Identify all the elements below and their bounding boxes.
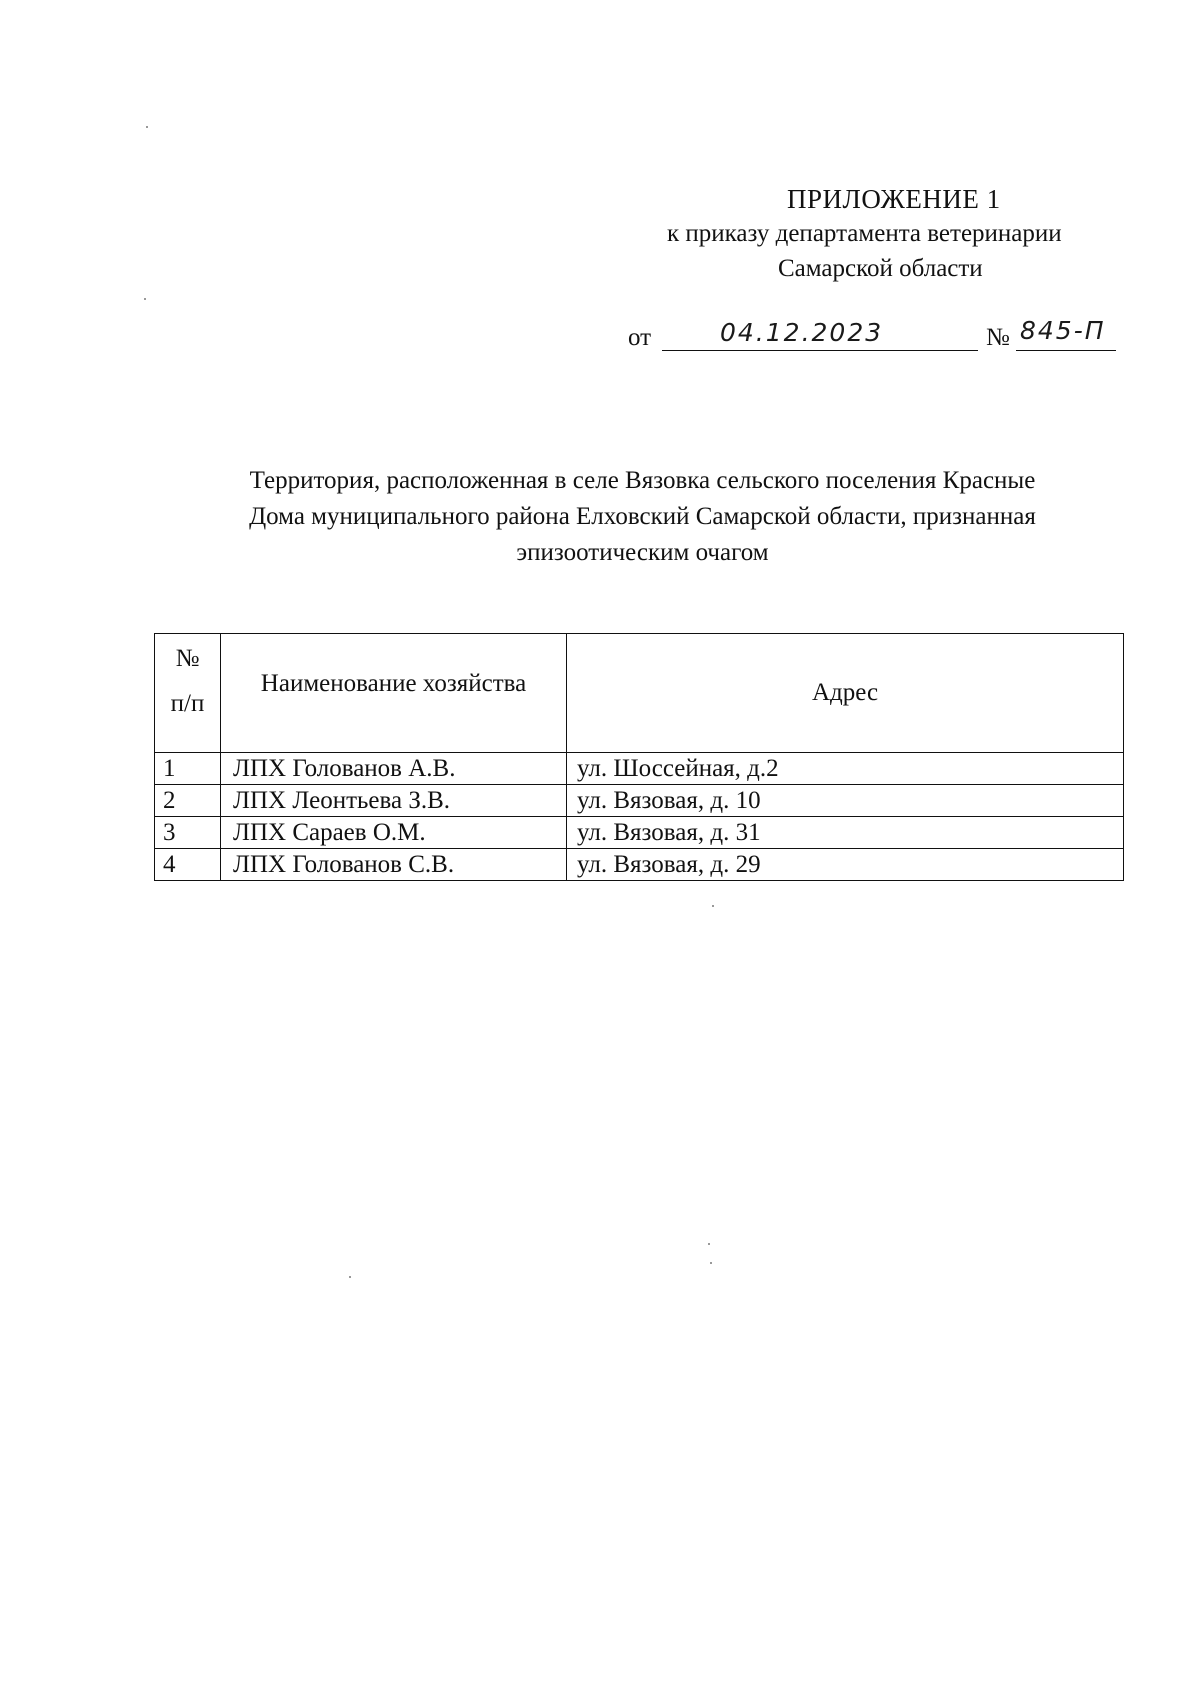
header-address: Адрес (567, 634, 1124, 753)
scan-speck (712, 905, 714, 907)
appendix-title: ПРИЛОЖЕНИЕ 1 (787, 184, 1001, 214)
order-number-label: № (986, 324, 1010, 351)
appendix-subtitle-line-1: к приказу департамента ветеринарии (667, 220, 1062, 247)
table-header-row (155, 634, 1124, 753)
document-heading (150, 463, 1135, 571)
scan-speck (146, 126, 148, 128)
row-household-name: ЛПХ Голованов С.В. (221, 849, 567, 881)
order-reference (628, 316, 1118, 360)
table-row (155, 849, 1124, 881)
table-row (155, 817, 1124, 849)
scan-speck (710, 1262, 712, 1264)
row-household-name: ЛПХ Голованов А.В. (221, 753, 567, 785)
row-household-name: ЛПХ Леонтьева З.В. (221, 785, 567, 817)
scan-speck (349, 1276, 351, 1278)
table-row (155, 753, 1124, 785)
header-number-pp: п/п (170, 690, 205, 717)
date-underline (662, 350, 978, 351)
row-household-name: ЛПХ Сараев О.М. (221, 817, 567, 849)
row-address: ул. Вязовая, д. 31 (567, 817, 1124, 849)
order-number: 845-П (1020, 316, 1106, 345)
heading-line-2: Дома муниципального района Елховский Самарской области, признанная (249, 503, 1036, 530)
header-number (155, 634, 221, 753)
row-number: 3 (155, 817, 221, 849)
header-household-name: Наименование хозяйства (221, 634, 567, 753)
households-table (154, 633, 1124, 881)
order-from-label: от (628, 324, 652, 351)
row-address: ул. Вязовая, д. 10 (567, 785, 1124, 817)
number-underline (1016, 350, 1116, 351)
row-number: 2 (155, 785, 221, 817)
row-number: 4 (155, 849, 221, 881)
order-date: 04.12.2023 (720, 318, 884, 347)
header-number-symbol: № (175, 645, 200, 672)
scan-speck (708, 1243, 710, 1245)
row-address: ул. Шоссейная, д.2 (567, 753, 1124, 785)
row-address: ул. Вязовая, д. 29 (567, 849, 1124, 881)
scan-speck (144, 298, 146, 300)
table-row (155, 785, 1124, 817)
row-number: 1 (155, 753, 221, 785)
appendix-subtitle-line-2: Самарской области (778, 255, 983, 282)
heading-line-1: Территория, расположенная в селе Вязовка сельского поселения Красные (249, 467, 1036, 494)
heading-line-3: эпизоотическим очагом (516, 539, 769, 566)
